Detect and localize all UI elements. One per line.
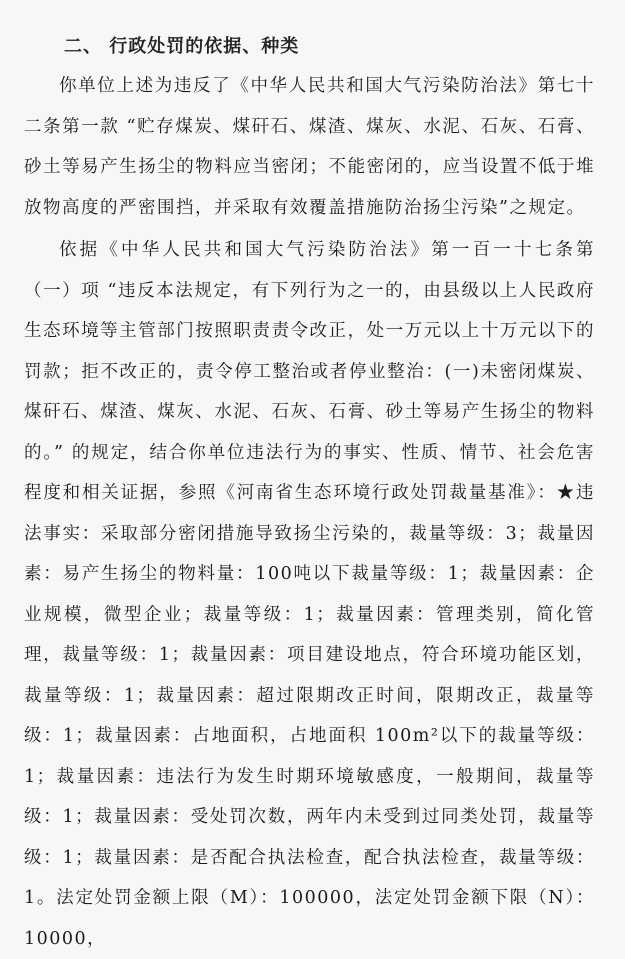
paragraph-violation: 你单位上述为违反了《中华人民共和国大气污染防治法》第七十二条第一款 “贮存煤炭、煤矸石、煤渣、煤灰、水泥、石灰、石膏、砂土等易产生扬尘的物料应当密闭；不能密闭的，应当设置不低于堆放物高度的严密围挡，并采取有效覆盖措施防治扬尘污染”之规定。	[24, 76, 595, 218]
section-heading: 二、 行政处罚的依据、种类	[64, 36, 300, 57]
paragraph-penalty-basis: 依据《中华人民共和国大气污染防治法》第一百一十七条第（一）项 “违反本法规定，有下列行为之一的，由县级以上人民政府生态环境等主管部门按照职责责令改正，处一万元以上十万元以下的罚款；拒不改正的，责令停工整治或者停业整治：(一)未密闭煤炭、煤矸石、煤渣、煤灰、水泥、石灰、石膏、砂土等易产生扬尘的物料的。” 的规定，结合你单位违法行为的事实、性质、情节、社会危害程度和相关证据，参照《河南省生态环境行政处罚裁量基准》：★违法事实：采取部分密闭措施导致扬尘污染的，裁量等级：3；裁量因素：易产生扬尘的物料量：100吨以下裁量等级：1；裁量因素：企业规模，微型企业；裁量等级：1；裁量因素：管理类别，简化管理，裁量等级：1；裁量因素：项目建设地点，符合环境功能区划，裁量等级：1；裁量因素：超过限期改正时间，限期改正，裁量等级：1；裁量因素：占地面积，占地面积 100m²以下的裁量等级：1；裁量因素：违法行为发生时期环境敏感度，一般期间，裁量等级：1；裁量因素：受处罚次数，两年内未受到过同类处罚，裁量等级：1；裁量因素：是否配合执法检查，配合执法检查，裁量等级：1。法定处罚金额上限（M）：100000，法定处罚金额下限（N）：10000，	[24, 240, 595, 949]
